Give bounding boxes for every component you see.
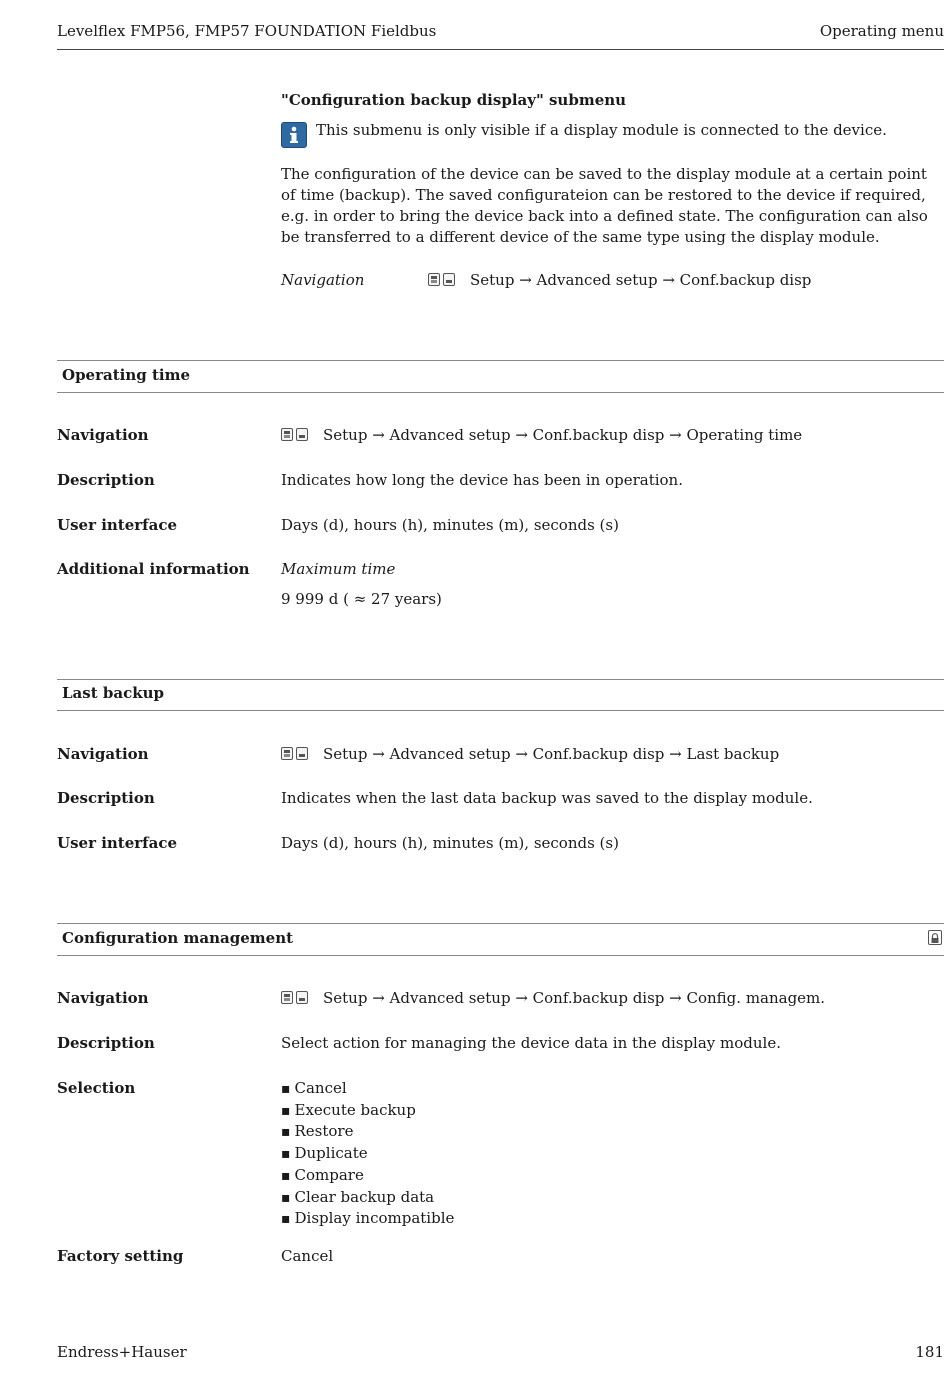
keypad-icon [428,271,458,289]
footer-brand: Endress+Hauser [57,1343,187,1361]
keypad-icon [281,745,311,763]
list-item: ▪ Clear backup data [281,1187,454,1209]
navigation-path [281,745,779,763]
intro-navigation-path [428,271,811,289]
list-item: ▪ Restore [281,1121,454,1143]
parameter-title: Operating time [62,366,191,384]
selection-list [281,1078,454,1230]
parameter-title: Last backup [62,684,164,702]
description-label: Description [57,1034,155,1052]
list-item: ▪ Execute backup [281,1100,454,1122]
description-label: Description [57,789,155,807]
user-interface-label: User interface [57,834,178,852]
additional-info-value: 9 999 d ( ≈ 27 years) [281,590,442,608]
factory-setting-value: Cancel [281,1247,334,1265]
submenu-title: "Configuration backup display" submenu [281,91,627,109]
description-label: Description [57,471,155,489]
lock-icon [928,930,942,945]
section-divider [57,955,944,956]
description-text: Select action for managing the device data in the display module. [281,1034,781,1052]
navigation-path [281,989,825,1007]
description-text: Indicates when the last data backup was saved to the display module. [281,789,813,807]
navigation-path [281,426,802,444]
intro-navigation-label: Navigation [281,271,365,289]
list-item: ▪ Cancel [281,1078,454,1100]
section-divider [57,392,944,393]
user-interface-value: Days (d), hours (h), minutes (m), seconds (s) [281,516,619,534]
intro-paragraph: The configuration of the device can be saved to the display module at a certain point of time (backup). The saved configurateion can be restored to the device if required, e.g. in order to bring the device back into a defined state. The configuration can also be transferred to a different device of the same type using the display module. [281,165,928,246]
navigation-label: Navigation [57,745,149,763]
nav-path-text: Setup → Advanced setup → Conf.backup disp [470,271,812,289]
section-divider [57,710,944,711]
navigation-label: Navigation [57,426,149,444]
nav-path-text: Setup → Advanced setup → Conf.backup disp → Config. managem. [323,989,826,1007]
list-item: ▪ Compare [281,1165,454,1187]
user-interface-label: User interface [57,516,178,534]
user-interface-value: Days (d), hours (h), minutes (m), seconds (s) [281,834,619,852]
nav-path-text: Setup → Advanced setup → Conf.backup disp → Last backup [323,745,780,763]
section-divider [57,923,944,924]
keypad-icon [281,989,311,1007]
parameter-title: Configuration management [62,929,294,947]
navigation-label: Navigation [57,989,149,1007]
info-note: This submenu is only visible if a display module is connected to the device. [316,121,887,139]
additional-info-label: Additional information [57,560,250,578]
header-divider [57,49,944,50]
nav-path-text: Setup → Advanced setup → Conf.backup disp → Operating time [323,426,803,444]
chapter-title: Operating menu [819,22,944,40]
additional-info-heading: Maximum time [281,560,396,578]
keypad-icon [281,426,311,444]
section-divider [57,679,944,680]
factory-setting-label: Factory setting [57,1247,184,1265]
list-item: ▪ Display incompatible [281,1208,454,1230]
description-text: Indicates how long the device has been in operation. [281,471,683,489]
document-title: Levelflex FMP56, FMP57 FOUNDATION Fieldbus [57,22,437,40]
list-item: ▪ Duplicate [281,1143,454,1165]
page-number: 181 [915,1343,944,1361]
info-icon [281,122,307,148]
selection-label: Selection [57,1079,136,1097]
section-divider [57,360,944,361]
